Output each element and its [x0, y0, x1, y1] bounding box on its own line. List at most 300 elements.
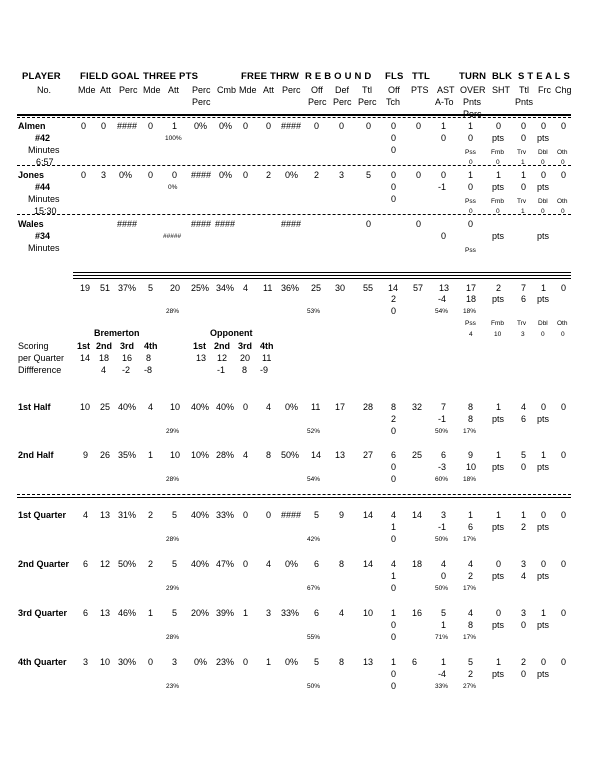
- period-subcell: 29%: [166, 585, 180, 592]
- period-subcell: 17%: [463, 428, 477, 435]
- period-cell: 1: [468, 510, 474, 520]
- totals-subcell: Pss: [465, 320, 476, 327]
- period-cell: 7: [441, 402, 447, 412]
- stat-cell: 1: [441, 121, 447, 131]
- stat-cell: 0: [468, 133, 474, 143]
- period-cell: 1: [496, 657, 502, 667]
- period-cell: 3: [266, 608, 272, 618]
- stat-subcell: Dbl: [538, 198, 548, 205]
- period-cell: 5: [468, 657, 474, 667]
- totals-subcell: 10: [494, 331, 502, 338]
- stat-cell: ####: [281, 219, 302, 229]
- scoring-cell: 4th: [260, 341, 274, 351]
- column-header: FLS: [385, 71, 404, 82]
- period-cell: 0: [243, 657, 249, 667]
- totals-cell: 18: [466, 294, 477, 304]
- stat-cell: pts: [537, 231, 550, 241]
- totals-rule-3: [73, 278, 571, 279]
- period-cell: 4: [148, 402, 154, 412]
- period-cell: 3: [521, 608, 527, 618]
- totals-cell: 14: [388, 283, 399, 293]
- scoring-cell: 2nd: [96, 341, 113, 351]
- period-cell: 13: [335, 450, 346, 460]
- period-cell: 20%: [191, 608, 210, 618]
- period-cell: 0: [561, 559, 567, 569]
- column-subheader: Perc: [463, 109, 482, 119]
- player-label: Minutes: [28, 194, 60, 204]
- period-cell: 10: [170, 450, 181, 460]
- period-subcell: 50%: [307, 683, 321, 690]
- period-cell: pts: [537, 620, 550, 630]
- period-cell: 1: [391, 608, 397, 618]
- period-cell: 23%: [216, 657, 235, 667]
- period-cell: 2: [148, 559, 154, 569]
- scoring-cell: -8: [144, 365, 153, 375]
- stat-cell: 0: [521, 121, 527, 131]
- scoring-cell: -9: [260, 365, 269, 375]
- player-label: #44: [35, 182, 51, 192]
- period-subcell: 50%: [435, 536, 449, 543]
- totals-cell: 51: [100, 283, 111, 293]
- period-cell: 10: [466, 462, 477, 472]
- period-cell: 0: [441, 571, 447, 581]
- totals-cell: 4: [243, 283, 249, 293]
- stat-subcell: Pss: [465, 247, 476, 254]
- totals-subcell: Fmb: [491, 320, 504, 327]
- period-cell: 39%: [216, 608, 235, 618]
- stat-cell: 0: [391, 194, 397, 204]
- period-cell: 13: [100, 510, 111, 520]
- totals-subcell: 54%: [435, 308, 449, 315]
- column-header: FREE THRW: [241, 71, 300, 82]
- period-cell: pts: [492, 571, 505, 581]
- period-cell: 0: [391, 534, 397, 544]
- column-subheader: Perc: [282, 85, 301, 95]
- stat-cell: 5: [366, 170, 372, 180]
- period-cell: 33%: [281, 608, 300, 618]
- period-label: 1st Quarter: [18, 510, 67, 520]
- period-cell: 5: [172, 510, 178, 520]
- stat-cell: 0: [541, 170, 547, 180]
- period-subcell: 28%: [166, 476, 180, 483]
- period-subcell: 28%: [166, 536, 180, 543]
- stat-cell: 0: [416, 170, 422, 180]
- period-cell: 3: [83, 657, 89, 667]
- period-cell: 0: [561, 657, 567, 667]
- period-cell: 2: [391, 414, 397, 424]
- period-cell: 6: [468, 522, 474, 532]
- period-cell: 0: [541, 402, 547, 412]
- period-cell: 3: [172, 657, 178, 667]
- stat-cell: pts: [537, 182, 550, 192]
- scoring-cell: Bremerton: [94, 328, 140, 338]
- stat-cell: 0: [101, 121, 107, 131]
- period-cell: 47%: [216, 559, 235, 569]
- separator-top: [17, 114, 571, 116]
- period-cell: 0%: [285, 657, 299, 667]
- column-header: PLAYER: [22, 71, 61, 82]
- stat-subcell: Dbl: [538, 149, 548, 156]
- column-subheader: No.: [37, 85, 52, 95]
- period-cell: -1: [438, 522, 447, 532]
- period-cell: 0: [561, 450, 567, 460]
- stat-cell: 0: [416, 121, 422, 131]
- totals-subcell: 53%: [307, 308, 321, 315]
- stat-subcell: 0: [561, 208, 565, 215]
- period-cell: 0: [243, 559, 249, 569]
- period-cell: 4: [266, 402, 272, 412]
- totals-cell: 36%: [281, 283, 300, 293]
- totals-cell: -4: [438, 294, 447, 304]
- period-cell: 14: [363, 510, 374, 520]
- totals-subcell: 0: [561, 331, 565, 338]
- stat-cell: 0: [441, 133, 447, 143]
- period-cell: pts: [537, 669, 550, 679]
- period-cell: 10: [170, 402, 181, 412]
- stat-cell: 0: [391, 121, 397, 131]
- period-cell: 14: [311, 450, 322, 460]
- period-subcell: 27%: [463, 683, 477, 690]
- period-cell: 6: [412, 657, 418, 667]
- period-cell: 10: [363, 608, 374, 618]
- stat-cell: 0: [391, 182, 397, 192]
- stat-cell: 0: [391, 133, 397, 143]
- scoring-cell: 8: [146, 353, 152, 363]
- stat-cell: ####: [117, 219, 138, 229]
- period-cell: 50%: [118, 559, 137, 569]
- stat-cell: 1: [172, 121, 178, 131]
- period-cell: 40%: [118, 402, 137, 412]
- period-cell: 40%: [191, 559, 210, 569]
- column-header: FIELD GOAL: [80, 71, 140, 82]
- totals-subcell: Oth: [557, 320, 568, 327]
- period-cell: 0: [391, 462, 397, 472]
- column-subheader: Def: [335, 85, 350, 95]
- period-cell: 35%: [118, 450, 137, 460]
- period-cell: 8: [339, 559, 345, 569]
- column-subheader: Pnts: [463, 97, 482, 107]
- player-label: Minutes: [28, 145, 60, 155]
- totals-cell: 37%: [118, 283, 137, 293]
- period-cell: 1: [391, 657, 397, 667]
- period-cell: pts: [537, 571, 550, 581]
- period-label: 3rd Quarter: [18, 608, 68, 618]
- period-cell: 2: [521, 657, 527, 667]
- totals-rule-1: [73, 272, 571, 273]
- scoring-cell: 16: [122, 353, 133, 363]
- period-cell: 4: [468, 608, 474, 618]
- stat-subcell: 0: [469, 159, 473, 166]
- period-cell: pts: [537, 462, 550, 472]
- period-cell: 4: [339, 608, 345, 618]
- period-cell: 5: [172, 559, 178, 569]
- period-cell: 1: [541, 608, 547, 618]
- totals-cell: 25: [311, 283, 322, 293]
- totals-cell: 0: [391, 306, 397, 316]
- period-cell: 8: [468, 620, 474, 630]
- period-cell: 2: [148, 510, 154, 520]
- period-cell: 8: [468, 414, 474, 424]
- period-subcell: 55%: [307, 634, 321, 641]
- stat-cell: 1: [468, 121, 474, 131]
- column-header: TURN: [459, 71, 487, 82]
- totals-cell: 2: [496, 283, 502, 293]
- column-subheader: Off: [311, 85, 323, 95]
- scoring-cell: 11: [262, 353, 272, 363]
- stat-subcell: 1: [521, 159, 525, 166]
- player-label: #34: [35, 231, 51, 241]
- stat-cell: ####: [215, 219, 236, 229]
- period-cell: 8: [391, 402, 397, 412]
- period-cell: 32: [412, 402, 423, 412]
- totals-cell: 57: [413, 283, 424, 293]
- stat-cell: 0: [172, 170, 178, 180]
- totals-cell: 11: [263, 283, 273, 293]
- stat-cell: 0: [561, 121, 567, 131]
- totals-cell: 7: [521, 283, 527, 293]
- period-cell: 6: [441, 450, 447, 460]
- period-cell: 0%: [285, 402, 299, 412]
- column-subheader: PTS: [411, 85, 429, 95]
- period-subcell: 50%: [435, 428, 449, 435]
- period-cell: 25: [412, 450, 423, 460]
- totals-subcell: Dbl: [538, 320, 548, 327]
- period-cell: 28: [363, 402, 374, 412]
- stat-cell: pts: [537, 133, 550, 143]
- stat-subcell: Pss: [465, 198, 476, 205]
- stat-cell: pts: [492, 231, 505, 241]
- scoring-cell: 3rd: [238, 341, 253, 351]
- period-cell: 40%: [191, 510, 210, 520]
- period-cell: 12: [100, 559, 111, 569]
- totals-cell: 55: [363, 283, 374, 293]
- period-cell: pts: [537, 522, 550, 532]
- period-cell: 0: [391, 474, 397, 484]
- period-cell: 0: [561, 402, 567, 412]
- period-cell: 0: [561, 510, 567, 520]
- stat-subcell: 0: [561, 159, 565, 166]
- period-cell: 10: [80, 402, 91, 412]
- stat-cell: 0: [391, 170, 397, 180]
- period-subcell: 33%: [435, 683, 449, 690]
- stat-cell: 0: [266, 121, 272, 131]
- period-cell: 46%: [118, 608, 137, 618]
- period-label: 2nd Half: [18, 450, 54, 460]
- stat-subcell: 0: [469, 208, 473, 215]
- period-cell: 0: [391, 620, 397, 630]
- column-subheader: Chg: [555, 85, 572, 95]
- period-cell: 0: [266, 510, 272, 520]
- period-cell: 5: [314, 657, 320, 667]
- section-divider: [17, 494, 571, 495]
- column-subheader: Perc: [308, 97, 327, 107]
- period-cell: 6: [314, 608, 320, 618]
- totals-subcell: 18%: [463, 308, 477, 315]
- stat-cell: 0: [416, 219, 422, 229]
- stat-cell: 0: [441, 170, 447, 180]
- stat-cell: 0%: [285, 170, 299, 180]
- period-cell: 33%: [216, 510, 235, 520]
- scoring-cell: -1: [217, 365, 226, 375]
- period-cell: -3: [438, 462, 447, 472]
- period-cell: 6: [314, 559, 320, 569]
- totals-subcell: 0: [541, 331, 545, 338]
- period-cell: ####: [281, 510, 302, 520]
- period-cell: 5: [521, 450, 527, 460]
- period-cell: 4: [83, 510, 89, 520]
- stat-cell: 0: [391, 145, 397, 155]
- period-cell: 5: [441, 608, 447, 618]
- stat-cell: 0: [148, 170, 154, 180]
- stat-cell: 0: [496, 121, 502, 131]
- stat-cell: 0: [441, 231, 447, 241]
- period-subcell: 28%: [166, 634, 180, 641]
- period-cell: 0: [541, 657, 547, 667]
- column-subheader: AST: [437, 85, 455, 95]
- period-cell: 3: [521, 559, 527, 569]
- stat-subcell: 0: [496, 159, 500, 166]
- period-cell: 4: [468, 559, 474, 569]
- period-subcell: 17%: [463, 634, 477, 641]
- period-cell: 1: [243, 608, 249, 618]
- period-subcell: 17%: [463, 536, 477, 543]
- period-label: 4th Quarter: [18, 657, 67, 667]
- totals-cell: 30: [335, 283, 346, 293]
- stat-cell: 2: [314, 170, 320, 180]
- totals-cell: 25%: [191, 283, 210, 293]
- period-cell: 6: [521, 414, 527, 424]
- player-label: Wales: [18, 219, 44, 229]
- period-cell: pts: [492, 669, 505, 679]
- totals-subcell: 3: [521, 331, 525, 338]
- stat-cell: 0%: [194, 121, 208, 131]
- stat-cell: 0%: [219, 170, 233, 180]
- scoring-cell: 4th: [144, 341, 158, 351]
- period-cell: 9: [468, 450, 474, 460]
- column-subheader: Att: [263, 85, 275, 95]
- scoring-cell: 2nd: [214, 341, 231, 351]
- period-cell: 4: [243, 450, 249, 460]
- period-cell: 1: [441, 620, 447, 630]
- stat-cell: 0: [521, 182, 527, 192]
- period-cell: 31%: [118, 510, 137, 520]
- period-cell: 0: [541, 559, 547, 569]
- stat-cell: 0: [366, 121, 372, 131]
- column-subheader: Pnts: [515, 97, 534, 107]
- totals-cell: 19: [80, 283, 91, 293]
- period-cell: 0: [521, 462, 527, 472]
- player-label: Minutes: [28, 243, 60, 253]
- stat-cell: ####: [191, 219, 212, 229]
- period-cell: pts: [492, 620, 505, 630]
- totals-cell: 13: [439, 283, 450, 293]
- separator-bottom-header: [17, 117, 571, 118]
- totals-cell: 20: [170, 283, 181, 293]
- stat-subcell: Oth: [557, 198, 568, 205]
- period-subcell: 54%: [307, 476, 321, 483]
- column-header: R E B O U N D: [305, 71, 372, 82]
- period-cell: 9: [83, 450, 89, 460]
- totals-subcell: Trv: [517, 320, 527, 327]
- totals-cell: 1: [541, 283, 547, 293]
- period-cell: 1: [148, 608, 154, 618]
- stat-cell: ####: [281, 121, 302, 131]
- stat-cell: pts: [492, 182, 505, 192]
- player-label: Almen: [18, 121, 46, 131]
- stat-subcell: 1: [521, 208, 525, 215]
- period-cell: 1: [391, 571, 397, 581]
- period-cell: 4: [521, 402, 527, 412]
- player-separator: [17, 214, 571, 215]
- column-subheader: Frc: [538, 85, 551, 95]
- period-cell: 8: [468, 402, 474, 412]
- player-label: Jones: [18, 170, 45, 180]
- stat-cell: 0: [243, 170, 249, 180]
- period-cell: 0%: [285, 559, 299, 569]
- period-cell: 1: [521, 510, 527, 520]
- period-cell: 0: [561, 608, 567, 618]
- column-subheader: Ttl: [519, 85, 529, 95]
- totals-cell: 5: [148, 283, 154, 293]
- scoring-cell: Diffference: [18, 365, 62, 375]
- stat-cell: 0: [468, 219, 474, 229]
- totals-rule-2: [73, 275, 571, 276]
- period-cell: 0: [391, 669, 397, 679]
- stat-cell: 0: [541, 121, 547, 131]
- period-cell: pts: [492, 462, 505, 472]
- period-subcell: 17%: [463, 585, 477, 592]
- column-subheader: Ttl: [362, 85, 372, 95]
- stat-subcell: 0: [496, 208, 500, 215]
- period-subcell: 18%: [463, 476, 477, 483]
- scoring-cell: 20: [240, 353, 251, 363]
- period-cell: 4: [441, 559, 447, 569]
- stat-cell: 0: [339, 121, 345, 131]
- period-subcell: 29%: [166, 428, 180, 435]
- period-cell: 1: [148, 450, 154, 460]
- column-subheader: Mde: [239, 85, 257, 95]
- column-subheader: Perc: [192, 85, 211, 95]
- totals-cell: pts: [492, 294, 505, 304]
- stat-cell: 0: [81, 170, 87, 180]
- period-cell: 16: [412, 608, 423, 618]
- stat-cell: ####: [117, 121, 138, 131]
- column-subheader: Perc: [119, 85, 138, 95]
- player-label: #42: [35, 133, 51, 143]
- stat-cell: 0%: [119, 170, 133, 180]
- totals-cell: 2: [391, 294, 397, 304]
- stat-subcell: 0: [541, 159, 545, 166]
- stat-cell: 0: [148, 121, 154, 131]
- column-subheader: OVER: [460, 85, 486, 95]
- column-subheader: Mde: [143, 85, 161, 95]
- stat-cell: 1: [468, 170, 474, 180]
- column-subheader: Perc: [333, 97, 352, 107]
- column-subheader: Att: [168, 85, 180, 95]
- period-cell: 1: [391, 522, 397, 532]
- period-cell: 8: [339, 657, 345, 667]
- column-subheader: Perc: [192, 97, 211, 107]
- stat-subcell: Trv: [517, 198, 527, 205]
- stat-cell: 1: [496, 170, 502, 180]
- period-cell: 1: [496, 450, 502, 460]
- scoring-cell: 4: [101, 365, 107, 375]
- player-label: 15:30: [34, 206, 57, 216]
- stat-cell: 3: [101, 170, 107, 180]
- stat-subcell: #####: [163, 233, 182, 240]
- stat-cell: 2: [266, 170, 272, 180]
- totals-cell: 34%: [216, 283, 235, 293]
